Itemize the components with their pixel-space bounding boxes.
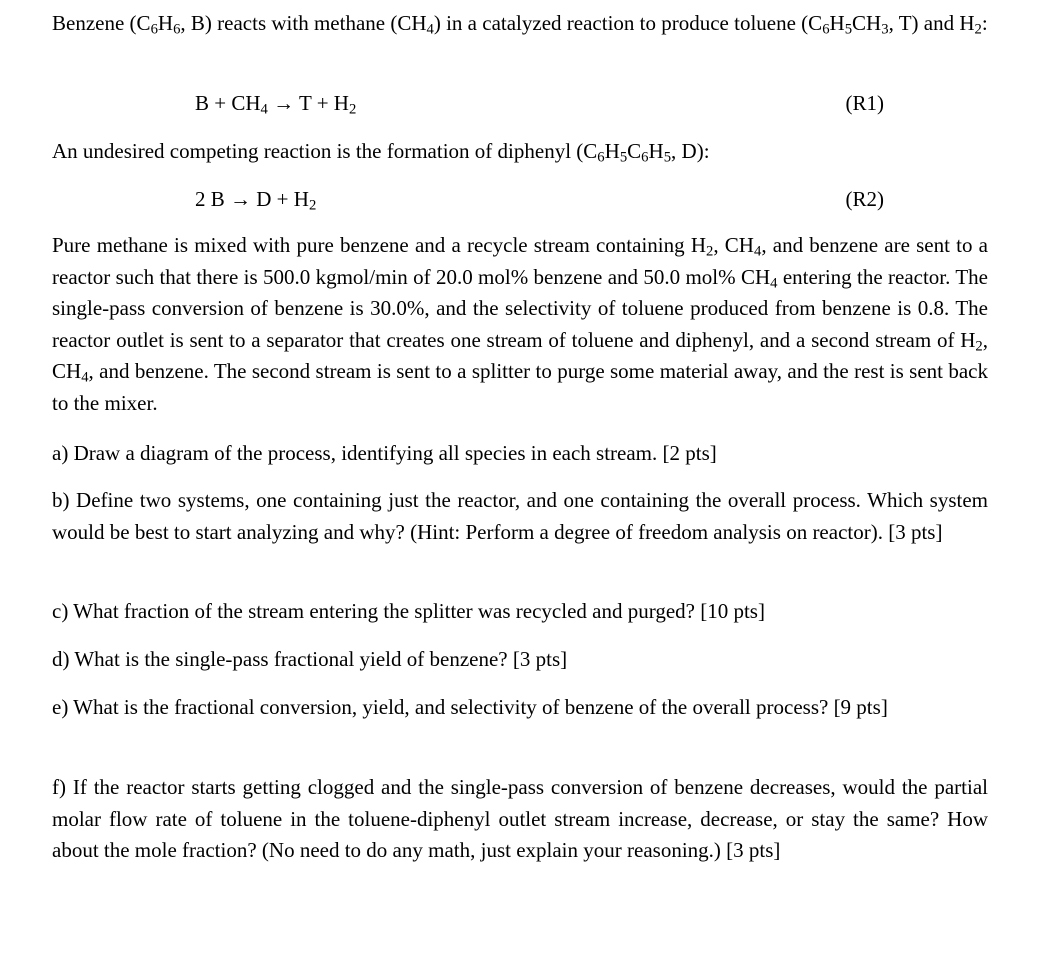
text-run: ) in a catalyzed reaction to produce toluene (C — [433, 11, 823, 35]
subscript: 6 — [150, 21, 158, 38]
text-run: , CH — [713, 233, 754, 257]
competing-reaction-paragraph — [52, 136, 988, 168]
text-run: , and benzene are sent to a reactor such that there is 500.0 kgmol/min of 20.0 mol% benzene and 50.0 mol% CH — [52, 233, 988, 289]
text-run: H — [648, 139, 664, 163]
subscript: 2 — [706, 243, 714, 260]
text-run: An undesired competing reaction is the formation of diphenyl (C — [52, 139, 598, 163]
subscript: 5 — [663, 149, 672, 166]
reaction-r2-equation — [195, 184, 316, 215]
text-run: , CH — [52, 327, 988, 383]
text-run: → T + H — [267, 91, 349, 115]
question-b: b) Define two systems, one containing just the reactor, and one containing the overall process. Which system would be best to start analyzing and why? (Hint: Perform a degree of freedom analysis on reactor). [3 pts] — [52, 488, 988, 544]
text-run: H — [157, 11, 174, 35]
intro-paragraph — [52, 8, 988, 40]
text-run: C — [136, 11, 151, 35]
subscript: 5 — [844, 21, 853, 38]
subscript: 2 — [348, 101, 357, 118]
subscript: 4 — [81, 369, 89, 386]
text-run: B + CH — [195, 91, 261, 115]
text-run: , T) and H — [888, 11, 975, 35]
subscript: 4 — [753, 243, 762, 260]
text-run: Pure methane is mixed with pure benzene and a recycle stream containing H — [52, 233, 706, 257]
subscript: 3 — [881, 21, 889, 38]
text-run: C — [627, 139, 642, 163]
text-run: , B) reacts with methane (CH — [180, 11, 427, 35]
reaction-r1-equation — [195, 88, 356, 119]
question-c: c) What fraction of the stream entering the splitter was recycled and purged? [10 pts] — [52, 599, 765, 623]
subscript: 4 — [770, 275, 778, 292]
text-run: 2 B → D + H — [195, 187, 309, 211]
question-a: a) Draw a diagram of the process, identifying all species in each stream. [2 pts] — [52, 441, 717, 465]
question-f: f) If the reactor starts getting clogged and the single-pass conversion of benzene decreases, would the partial molar flow rate of toluene in the toluene-diphenyl outlet stream increase, decrease, or stay the same? How about the mole fraction? (No need to do any math, just explain your reasoning.) [3 pts] — [52, 775, 988, 862]
text-run: , and benzene. The second stream is sent to a splitter to purge some material away, and the rest is sent back to the mixer. — [52, 359, 988, 415]
question-e: e) What is the fractional conversion, yield, and selectivity of benzene of the overall process? [9 pts] — [52, 695, 888, 719]
subscript: 6 — [641, 149, 649, 166]
subscript: 2 — [975, 338, 983, 355]
subscript: 6 — [822, 21, 830, 38]
subscript: 2 — [974, 21, 982, 38]
text-run: Benzene ( — [52, 11, 137, 35]
reaction-r2-label: (R2) — [845, 187, 884, 211]
text-run: , D): — [671, 139, 710, 163]
subscript: 6 — [173, 21, 181, 38]
question-d: d) What is the single-pass fractional yield of benzene? [3 pts] — [52, 647, 568, 671]
subscript: 4 — [260, 101, 268, 118]
text-run: : — [981, 11, 988, 35]
subscript: 4 — [426, 21, 434, 38]
reaction-r1-label: (R1) — [845, 91, 884, 115]
process-description-paragraph — [52, 230, 988, 419]
subscript: 5 — [619, 149, 628, 166]
text-run: H — [829, 11, 845, 35]
text-run: H — [604, 139, 620, 163]
subscript: 2 — [308, 197, 317, 214]
subscript: 6 — [597, 149, 605, 166]
text-run: CH — [852, 11, 882, 35]
text-run: entering the reactor. The single-pass conversion of benzene is 30.0%, and the selectivity of toluene produced from benzene is 0.8. The reactor outlet is sent to a separator that creates one stream of toluene and diphenyl, and a second stream of H — [52, 264, 988, 352]
